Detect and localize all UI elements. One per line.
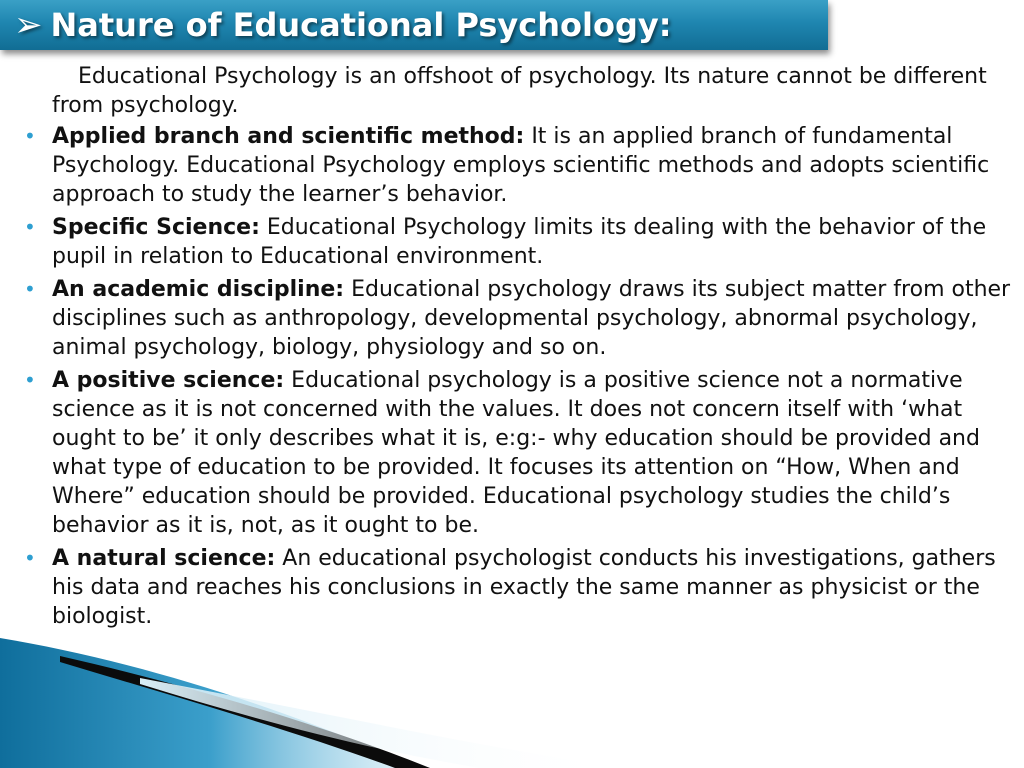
bullet-dot-icon: • [24, 277, 36, 301]
slide-body [20, 62, 1016, 635]
bullet-text: Educational psychology is a positive science not a normative science as it is not concerned with the values. It does not concern itself with ‘what ought to be’ it only describes what it is, e:g:- why education should be provided and what type of education to be provided. It focuses its attention on “How, When and Where” education should be provided. Educational psychology studies the child’s behavior as it is, not, as it ought to be. [52, 368, 980, 538]
bullet-term: An academic discipline: [52, 277, 345, 302]
bullet-text: Educational psychology draws its subject matter from other disciplines such as anthropology, developmental psychology, abnormal psychology, animal psychology, biology, physiology and so on. [52, 277, 1011, 360]
bullet-dot-icon: • [24, 124, 36, 148]
bullet-item-academic-discipline [20, 275, 1016, 362]
bullet-item-natural-science [20, 544, 1016, 631]
bullet-term: A natural science: [52, 546, 276, 571]
bullet-dot-icon: • [24, 546, 36, 570]
bullet-term: Applied branch and scientific method: [52, 124, 525, 149]
bullet-dot-icon: • [24, 215, 36, 239]
title-banner [0, 0, 828, 50]
bullet-text: It is an applied branch of fundamental Psychology. Educational Psychology employs scientific methods and adopts scientific approach to study the learner’s behavior. [52, 124, 990, 207]
bullet-term: Specific Science: [52, 215, 260, 240]
swoosh-light-band [140, 678, 620, 768]
bullet-text: Educational Psychology limits its dealing with the behavior of the pupil in relation to Educational environment. [52, 215, 987, 269]
bullet-text: An educational psychologist conducts his investigations, gathers his data and reaches his conclusions in exactly the same manner as physicist or the biologist. [52, 546, 996, 629]
arrow-bullet-icon: ➢ [14, 5, 43, 45]
bullet-dot-icon: • [24, 368, 36, 392]
swoosh-blue-band [0, 638, 420, 768]
intro-paragraph: Educational Psychology is an offshoot of psychology. Its nature cannot be different from psychology. [52, 64, 987, 118]
bullet-list [20, 122, 1016, 631]
slide-title: Nature of Educational Psychology: [50, 6, 672, 44]
bullet-term: A positive science: [52, 368, 285, 393]
bullet-item-specific-science [20, 213, 1016, 271]
swoosh-dark-band [60, 656, 430, 768]
decorative-swoosh [0, 638, 1024, 768]
bullet-item-positive-science [20, 366, 1016, 540]
bullet-item-applied-branch [20, 122, 1016, 209]
